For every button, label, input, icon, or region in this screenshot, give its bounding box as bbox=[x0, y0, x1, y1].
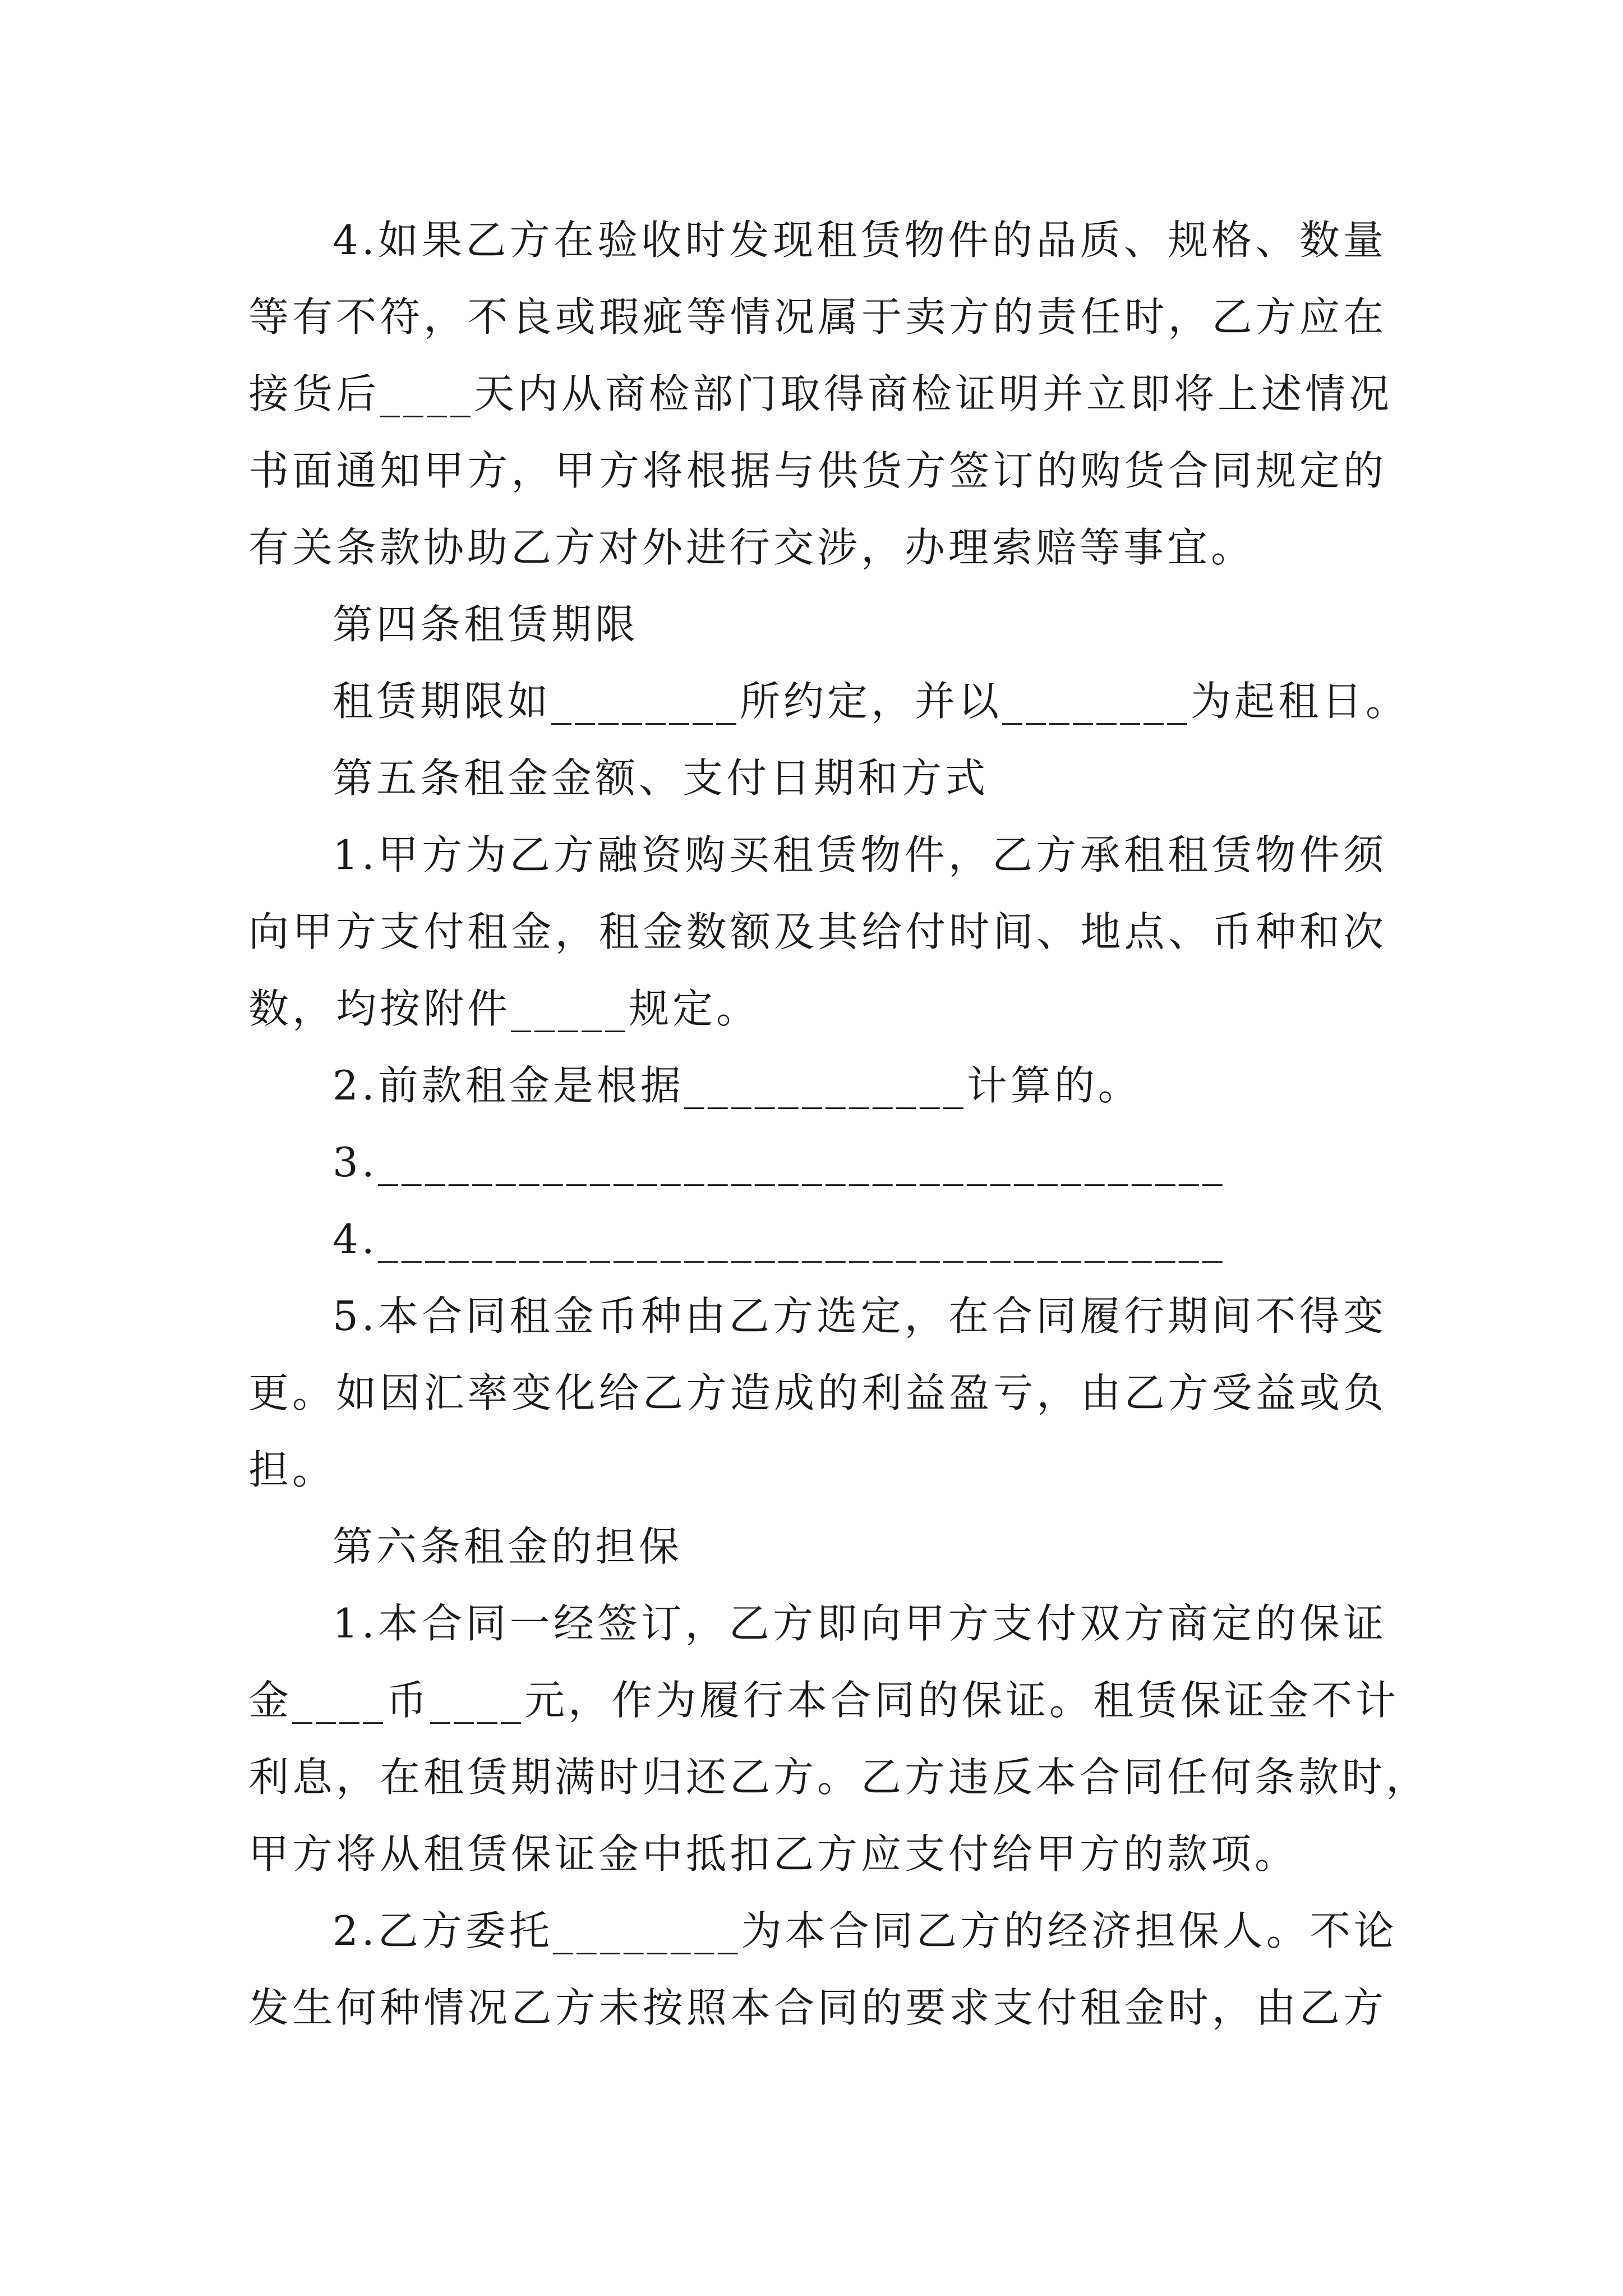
paragraph-line: 1.甲方为乙方融资购买租赁物件，乙方承租租赁物件须 bbox=[333, 831, 1387, 878]
paragraph-line: 向甲方支付租金，租金数额及其给付时间、地点、币种和次 bbox=[248, 908, 1387, 955]
paragraph-line: 1.本合同一经签订，乙方即向甲方支付双方商定的保证 bbox=[333, 1600, 1387, 1647]
paragraph-line: 利息，在租赁期满时归还乙方。乙方违反本合同任何条款时， bbox=[248, 1754, 1430, 1801]
document-body bbox=[248, 202, 1430, 2046]
paragraph-line: 有关条款协助乙方对外进行交涉，办理索赔等事宜。 bbox=[248, 524, 1255, 571]
paragraph-line: 2.前款租金是根据____________计算的。 bbox=[333, 1062, 1142, 1109]
paragraph-line: 3.____________________________________ bbox=[333, 1139, 1226, 1186]
paragraph-line: 金____币____元，作为履行本合同的保证。租赁保证金不计 bbox=[248, 1677, 1400, 1724]
paragraph-line: 租赁期限如________所约定，并以________为起租日。 bbox=[333, 678, 1410, 725]
paragraph-line: 甲方将从租赁保证金中抵扣乙方应支付给甲方的款项。 bbox=[248, 1830, 1299, 1878]
paragraph-line: 担。 bbox=[248, 1446, 336, 1493]
paragraph-line: 4.如果乙方在验收时发现租赁物件的品质、规格、数量 bbox=[333, 217, 1387, 264]
paragraph-line: 更。如因汇率变化给乙方造成的利益盈亏，由乙方受益或负 bbox=[248, 1369, 1387, 1416]
section-heading: 第五条租金金额、支付日期和方式 bbox=[333, 754, 989, 802]
paragraph-line: 接货后____天内从商检部门取得商检证明并立即将上述情况 bbox=[248, 370, 1393, 417]
paragraph-line: 5.本合同租金币种由乙方选定，在合同履行期间不得变 bbox=[333, 1292, 1387, 1340]
paragraph-line: 4.____________________________________ bbox=[333, 1216, 1226, 1263]
section-heading: 第四条租赁期限 bbox=[333, 601, 639, 648]
paragraph-line: 数，均按附件_____规定。 bbox=[248, 985, 760, 1032]
paragraph-line: 书面通知甲方，甲方将根据与供货方签订的购货合同规定的 bbox=[248, 447, 1387, 494]
paragraph-line: 2.乙方委托________为本合同乙方的经济担保人。不论 bbox=[333, 1907, 1398, 1954]
paragraph-line: 发生何种情况乙方未按照本合同的要求支付租金时，由乙方 bbox=[248, 1984, 1387, 2031]
section-heading: 第六条租金的担保 bbox=[333, 1523, 683, 1570]
paragraph-line: 等有不符，不良或瑕疵等情况属于卖方的责任时，乙方应在 bbox=[248, 293, 1387, 341]
